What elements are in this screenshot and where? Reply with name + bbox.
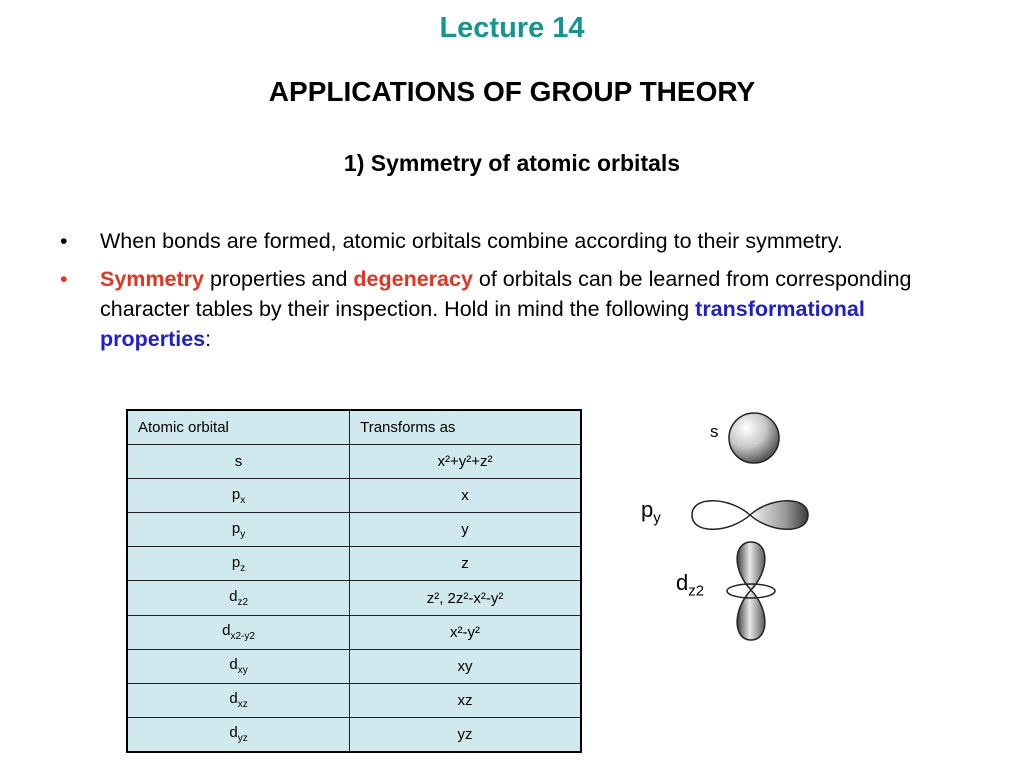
- lecture-title: Lecture 14: [439, 12, 585, 44]
- bullet-2-text-a: properties and: [203, 267, 354, 291]
- orbital-name: p: [231, 553, 241, 571]
- transforms-as-cell: z: [350, 547, 581, 581]
- orbital-name: p: [231, 485, 241, 503]
- transforms-as-cell: z², 2z²-x²-y²: [350, 581, 581, 615]
- dz2-orbital-lobe-top: [737, 542, 765, 590]
- header-transforms-as: Transforms as: [350, 410, 581, 445]
- header-atomic-orbital: Atomic orbital: [127, 410, 350, 445]
- orbital-shapes-figure: [620, 405, 820, 655]
- bullet-list: [60, 226, 920, 362]
- keyword-transformational-properties: transformational properties: [100, 297, 865, 351]
- orbital-name: d: [229, 588, 238, 606]
- s-orbital-sphere: [729, 413, 779, 463]
- keyword-degeneracy: degeneracy: [353, 267, 473, 291]
- bullet-dot: •: [60, 267, 68, 291]
- table-header-row: [127, 410, 581, 445]
- orbital-subscript: z2: [237, 597, 248, 609]
- orbital-transform-table: [126, 409, 582, 753]
- orbital-subscript: xz: [237, 699, 248, 711]
- keyword-symmetry: Symmetry: [100, 267, 204, 291]
- orbital-subscript: xy: [237, 665, 248, 677]
- py-orbital-lobe-left: [692, 501, 750, 530]
- orbital-subscript: x2-y2: [230, 631, 255, 643]
- orbital-cell: [127, 615, 350, 649]
- table-row: [127, 615, 581, 649]
- orbital-name: p: [231, 519, 241, 537]
- transforms-as-cell: xy: [350, 649, 581, 683]
- table-row: [127, 649, 581, 683]
- orbital-cell: [127, 479, 350, 513]
- transforms-as-cell: yz: [350, 717, 581, 752]
- py-label-sub: y: [653, 509, 661, 527]
- orbital-name: d: [222, 622, 231, 640]
- transforms-as-cell: x: [350, 479, 581, 513]
- orbital-name: d: [229, 690, 238, 708]
- orbital-name: d: [229, 724, 238, 742]
- orbital-subscript: y: [240, 528, 246, 540]
- section-heading: 1) Symmetry of atomic orbitals: [343, 150, 681, 176]
- table-row: [127, 683, 581, 717]
- dz2-label-sub: z2: [688, 582, 705, 600]
- table-row: [127, 479, 581, 513]
- orbital-name: s: [234, 453, 243, 471]
- orbital-name: d: [229, 656, 238, 674]
- orbital-subscript: yz: [237, 733, 248, 745]
- orbital-cell: [127, 581, 350, 615]
- lecture-subtitle: APPLICATIONS OF GROUP THEORY: [268, 76, 756, 107]
- transforms-as-cell: y: [350, 513, 581, 547]
- table-row: [127, 547, 581, 581]
- orbital-cell: [127, 717, 350, 752]
- orbital-cell: [127, 683, 350, 717]
- bullet-2-text-b: of orbitals can be learned from corresponding character tables by their inspection. Hold in mind the following: [100, 267, 912, 321]
- py-orbital-label: [641, 497, 661, 526]
- py-orbital-lobe-right: [750, 501, 808, 530]
- dz2-orbital-label: [676, 570, 704, 599]
- orbital-cell: [127, 547, 350, 581]
- orbital-cell: [127, 445, 350, 479]
- orbital-subscript: z: [240, 562, 246, 574]
- table-row: [127, 445, 581, 479]
- orbital-cell: [127, 649, 350, 683]
- transforms-as-cell: xz: [350, 683, 581, 717]
- s-orbital-label: s: [710, 422, 719, 441]
- bullet-item-1: [60, 226, 920, 256]
- transforms-as-cell: x²+y²+z²: [350, 445, 581, 479]
- table-row: [127, 717, 581, 752]
- py-label-base: p: [641, 497, 654, 522]
- orbital-subscript: x: [240, 494, 246, 506]
- table-row: [127, 581, 581, 615]
- dz2-label-base: d: [676, 570, 689, 595]
- bullet-1-text: When bonds are formed, atomic orbitals combine according to their symmetry.: [100, 229, 843, 253]
- bullet-item-2: [60, 264, 920, 354]
- transforms-as-cell: x²-y²: [350, 615, 581, 649]
- bullet-2-text-c: :: [205, 327, 212, 351]
- table-row: [127, 513, 581, 547]
- bullet-dot: •: [60, 229, 68, 253]
- orbital-cell: [127, 513, 350, 547]
